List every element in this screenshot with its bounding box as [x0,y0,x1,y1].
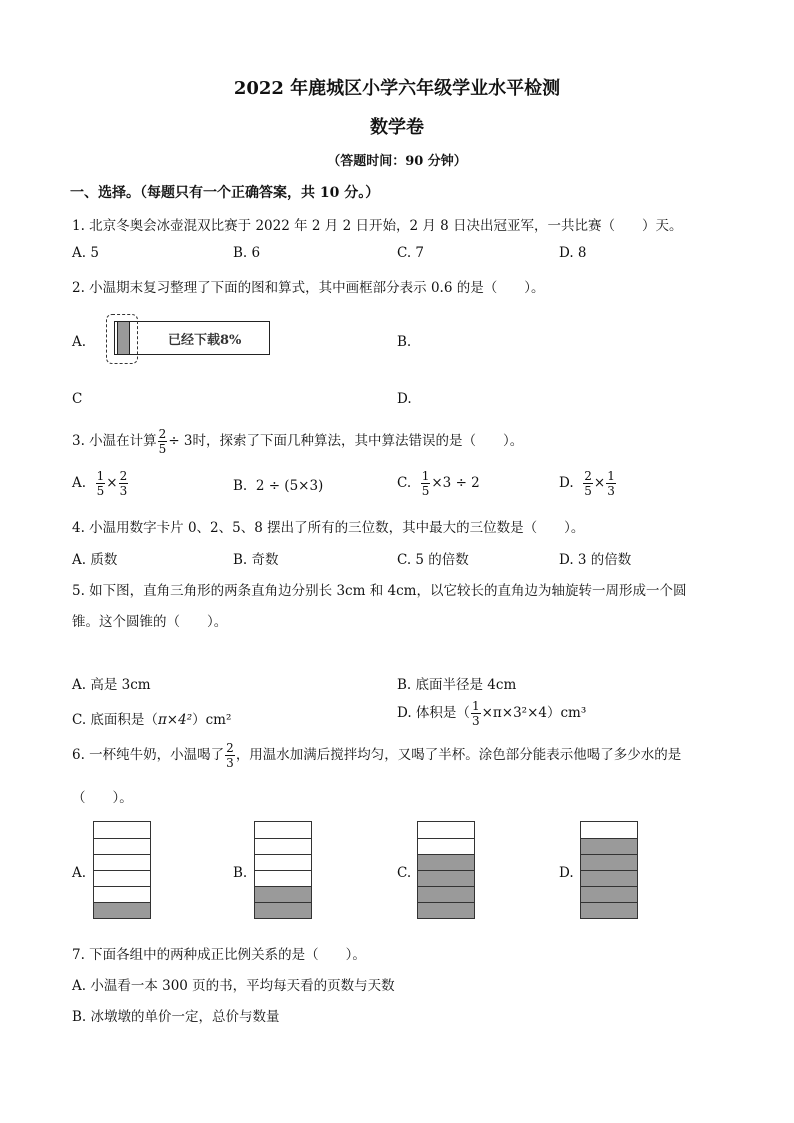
cup-row [94,902,150,918]
q2-option-b-label: B. [397,334,412,350]
q3-option-a: A. $\frac{1}{5}$ × $\frac{2}{3}$ [72,469,128,498]
cup-row [581,838,637,854]
q2-option-c-label: C [72,391,83,407]
question-7: 7. 下面各组中的两种成正比例关系的是（ ）。 [72,947,366,963]
exam-subtitle: 数学卷 [370,117,424,138]
cup-row [581,854,637,870]
question-6-line-1: 6. 一杯纯牛奶，小温喝了 $\frac{2}{3}$ ，用温水加满后搅拌均匀，又喝了半杯。涂色部分能表示他喝了多少水的是 [72,741,682,770]
cup-row [94,838,150,854]
q3-post: ÷ 3时，探索了下面几种算法，其中算法错误的是（ ）。 [168,433,524,449]
q6-option-c-label: C. [397,865,412,881]
cup-row [418,870,474,886]
q6-cup-a [93,821,151,919]
q6-cup-d [580,821,638,919]
q7-option-a: A. 小温看一本 300 页的书，平均每天看的页数与天数 [72,978,395,994]
q7-option-b: B. 冰墩墩的单价一定，总价与数量 [72,1009,280,1025]
exam-time: （答题时间：90 分钟） [327,154,467,169]
cup-row [255,854,311,870]
download-bar-text: 已经下载8% [168,333,242,348]
q5-option-d: D. 体积是（ $\frac{1}{3}$ ×π×3²×4）cm³ [397,699,587,728]
cup-row [581,822,637,838]
q5-option-c: C. 底面积是（π×4²）cm² [72,712,232,728]
q5-option-a: A. 高是 3cm [72,677,151,693]
q3-fraction: $\frac{2}{5}$ [158,427,167,456]
q6-cup-b [254,821,312,919]
q3-option-b: B. 2 ÷ (5×3) [233,478,324,494]
q6-option-d-label: D. [559,865,574,881]
q3-pre: 3. 小温在计算 [72,433,157,449]
q1-option-a: A. 5 [72,245,99,261]
q4-option-d: D. 3 的倍数 [559,552,632,568]
question-2: 2. 小温期末复习整理了下面的图和算式，其中画框部分表示 0.6 的是（ ）。 [72,280,545,296]
q4-option-a: A. 质数 [72,552,118,568]
dashed-frame [106,314,138,364]
q1-option-c: C. 7 [397,245,425,261]
exam-title: 2022 年鹿城区小学六年级学业水平检测 [233,78,561,99]
cup-row [255,902,311,918]
q1-option-b: B. 6 [233,245,261,261]
cup-row [418,854,474,870]
question-1: 1. 北京冬奥会冰壶混双比赛于 2022 年 2 月 2 日开始，2 月 8 日决出冠亚军，一共比赛（ ）天。 [72,218,683,234]
q3-option-d: D. $\frac{2}{5}$ × $\frac{1}{3}$ [559,469,615,498]
question-4: 4. 小温用数字卡片 0、2、5、8 摆出了所有的三位数，其中最大的三位数是（ ）。 [72,520,585,536]
cup-row [418,902,474,918]
q4-option-c: C. 5 的倍数 [397,552,469,568]
cup-row [255,822,311,838]
question-6-line-2: （ ）。 [72,790,133,806]
cup-row [581,870,637,886]
section-1-heading: 一、选择。（每题只有一个正确答案，共 10 分。） [70,185,380,201]
cup-row [581,886,637,902]
cup-row [94,854,150,870]
cup-row [418,886,474,902]
cup-row [255,870,311,886]
cup-row [255,838,311,854]
question-5-line-2: 锥。这个圆锥的（ ）。 [72,614,228,630]
q6-option-a-label: A. [72,865,87,881]
q5-option-b: B. 底面半径是 4cm [397,677,517,693]
cup-row [581,902,637,918]
q3-option-c: C. $\frac{1}{5}$ ×3 ÷ 2 [397,469,480,498]
question-5-line-1: 5. 如下图，直角三角形的两条直角边分别长 3cm 和 4cm，以它较长的直角边为轴旋转一周形成一个圆 [72,583,687,599]
cup-row [418,838,474,854]
cup-row [255,886,311,902]
q2-option-a-label: A. [72,334,87,350]
q1-option-d: D. 8 [559,245,587,261]
q2-option-d-label: D. [397,391,412,407]
cup-row [94,822,150,838]
cup-row [94,870,150,886]
q6-option-b-label: B. [233,865,248,881]
q4-option-b: B. 奇数 [233,552,279,568]
cup-row [94,886,150,902]
cup-row [418,822,474,838]
q6-cup-c [417,821,475,919]
question-3 [72,428,523,455]
